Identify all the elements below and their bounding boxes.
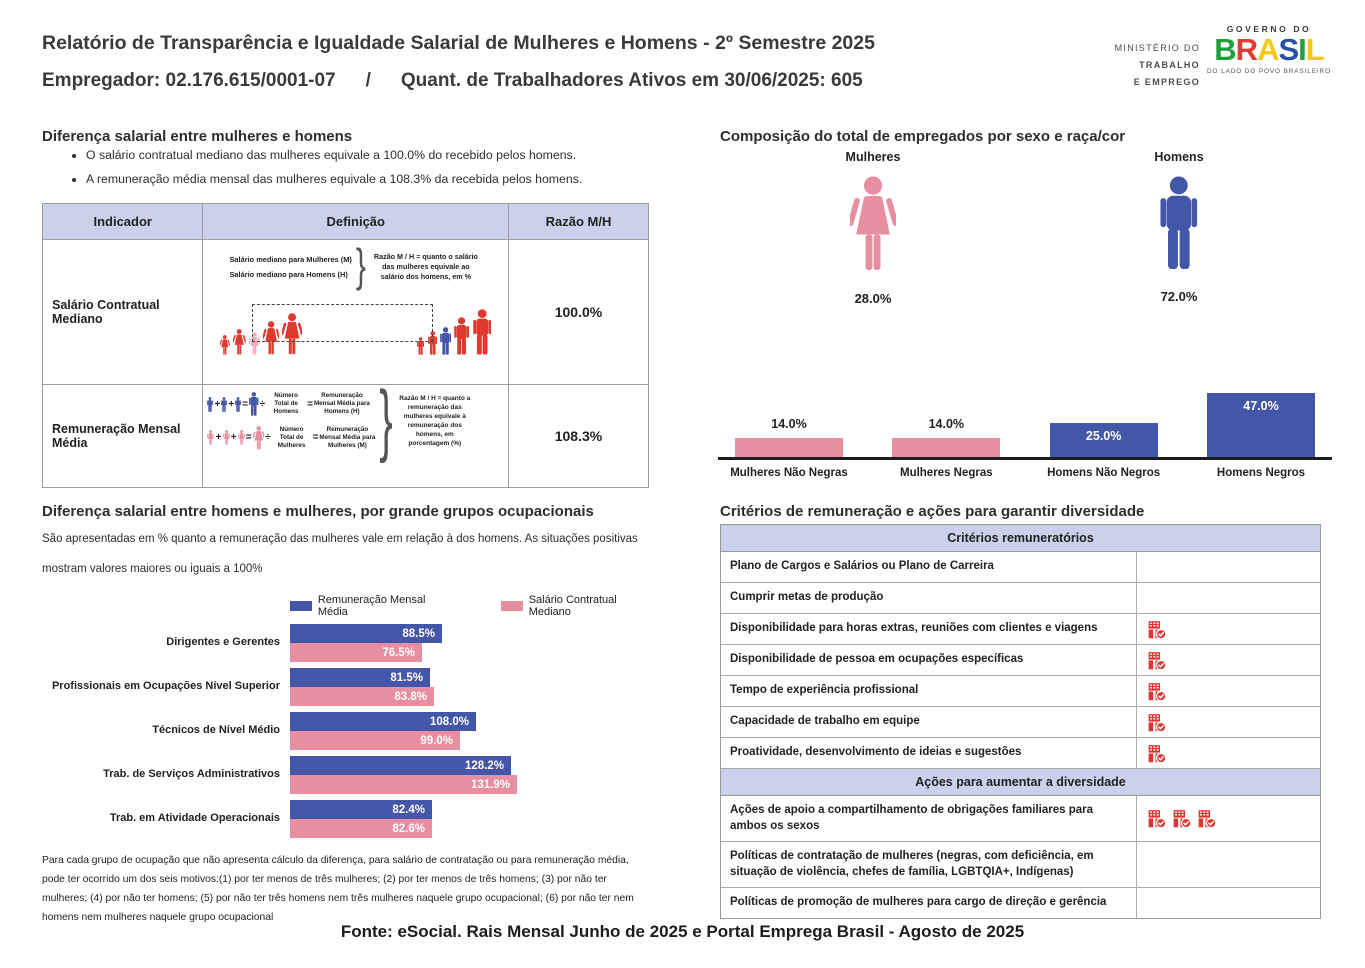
bar — [892, 438, 1000, 457]
criteria-section-header: Critérios remuneratórios — [721, 525, 1320, 552]
mean-formula — [206, 376, 504, 465]
chart-row — [42, 712, 649, 750]
definition-diagram-median — [203, 240, 508, 385]
bar — [735, 438, 843, 457]
bar-column — [1045, 423, 1163, 457]
formula-row-men — [207, 392, 375, 417]
active-workers-count: Quant. de Trabalhadores Ativos em 30/06/2025: 605 — [400, 70, 863, 91]
men-share-value: 72.0% — [1160, 289, 1198, 304]
criteria-company-icons — [1137, 796, 1320, 841]
total-count-label: Número Total de Homens — [273, 392, 299, 416]
brasil-logo — [1206, 34, 1332, 66]
mean-pay-label: Remuneração Mensal Média para Mulheres (M) — [319, 425, 376, 449]
chart-row — [42, 624, 649, 662]
divide-sign: ÷ — [259, 398, 266, 410]
column-header-indicador: Indicador — [43, 204, 203, 240]
bar — [290, 668, 430, 687]
bar-value-label: 47.0% — [1243, 399, 1279, 413]
criteria-company-icons — [1137, 888, 1320, 918]
ratio-value: 100.0% — [508, 240, 648, 385]
median-formula — [206, 240, 504, 292]
source-footer: Fonte: eSocial. Rais Mensal Junho de 2025 e Portal Emprega Brasil - Agosto de 2025 — [340, 922, 1025, 941]
chart-row — [42, 668, 649, 706]
bar-column — [887, 417, 1005, 457]
employer-id: Empregador: 02.176.615/0001-07 — [42, 70, 336, 91]
plus-sign: + — [215, 432, 222, 444]
male-figure-icon — [473, 309, 491, 355]
criteria-company-icons — [1137, 676, 1320, 706]
bar-value-label: 82.6% — [392, 822, 425, 835]
bar-value-label: 25.0% — [1085, 429, 1122, 443]
bar — [290, 756, 511, 775]
criteria-label: Capacidade de trabalho em equipe — [721, 707, 1137, 737]
bar-category-label: Trab. em Atividade Operacionais — [109, 812, 280, 825]
male-figure-icon — [207, 397, 213, 412]
salary-gap-bullets — [68, 148, 666, 196]
bar-group — [290, 800, 432, 838]
bar-category-label: Trab. de Serviços Administrativos — [103, 768, 280, 781]
brasil-logo-letter: L — [1305, 32, 1324, 67]
legend-item — [501, 594, 650, 618]
bar-group — [290, 756, 517, 794]
formula-row-women — [207, 426, 375, 451]
bar — [290, 775, 517, 794]
company-check-icon — [1196, 808, 1217, 829]
criteria-company-icons — [1137, 645, 1320, 675]
column-header-definicao: Definição — [203, 204, 508, 240]
plus-sign: + — [228, 398, 235, 410]
bar — [290, 731, 460, 750]
bar-category-label: Mulheres Não Negras — [730, 467, 848, 479]
women-share — [720, 150, 1026, 306]
total-count-label: Número Total de Mulheres — [277, 425, 306, 449]
criteria-company-icons — [1137, 738, 1320, 768]
male-figure-icon — [1160, 176, 1198, 270]
brasil-logo-letter: A — [1257, 32, 1279, 67]
criteria-row — [721, 796, 1320, 842]
brace-glyph: } — [379, 376, 393, 465]
table-row — [43, 385, 649, 488]
indicator-name: Salário Contratual Mediano — [43, 240, 203, 385]
ministry-line: E EMPREGO — [1133, 77, 1200, 88]
criteria-section-header: Ações para aumentar a diversidade — [721, 769, 1320, 796]
bar-value-label: 81.5% — [390, 671, 423, 684]
criteria-label: Proatividade, desenvolvimento de ideias e sugestões — [721, 738, 1137, 768]
median-dashed-line — [252, 304, 432, 342]
criteria-title: Critérios de remuneração e ações para garantir diversidade — [720, 503, 1145, 520]
table-row — [43, 240, 649, 385]
equals-sign: = — [307, 398, 313, 410]
bar-category-label: Profissionais em Ocupações Nível Superior — [51, 680, 280, 693]
plus-sign: + — [230, 432, 237, 444]
criteria-label: Políticas de promoção de mulheres para cargo de direção e gerência — [721, 888, 1137, 918]
subtitle-separator: / — [365, 70, 371, 91]
bar — [290, 712, 476, 731]
government-logo — [1206, 24, 1332, 75]
ministry-line: TRABALHO — [1139, 60, 1200, 71]
company-check-icon — [1146, 650, 1167, 671]
legend-swatch — [290, 601, 312, 611]
criteria-row — [721, 583, 1320, 614]
bar-column — [1202, 393, 1320, 457]
criteria-company-icons — [1137, 842, 1320, 887]
company-check-icon — [1146, 712, 1167, 733]
equals-sign: = — [312, 432, 319, 444]
bar-category-label: Homens Negros — [1216, 467, 1306, 479]
bullet-item: • O salário contratual mediano das mulheres equivale a 100.0% do recebido pelos homens. — [86, 148, 666, 162]
criteria-label: Disponibilidade de pessoa em ocupações específicas — [721, 645, 1137, 675]
bar — [290, 687, 434, 706]
criteria-label: Tempo de experiência profissional — [721, 676, 1137, 706]
criteria-company-icons — [1137, 614, 1320, 644]
indicator-table — [42, 203, 649, 488]
bar — [290, 624, 442, 643]
median-ratio-note: Razão M / H = quanto o salário das mulheres equivale ao salário dos homens, em % — [373, 252, 478, 281]
legend-item — [290, 594, 446, 618]
median-women-label: Salário mediano para Mulheres (M) — [229, 255, 352, 264]
bar-value-label: 76.5% — [382, 646, 415, 659]
bar-group — [290, 624, 442, 662]
male-figure-icon — [454, 317, 469, 355]
criteria-label: Ações de apoio a compartilhamento de obrigações familiares para ambos os sexos — [721, 796, 1137, 841]
bar-category-label: Mulheres Negras — [899, 467, 993, 479]
male-figure-icon — [249, 392, 259, 416]
chart-row — [42, 756, 649, 794]
female-figure-icon — [220, 335, 230, 355]
bar-value-label: 108.0% — [429, 715, 469, 728]
occupational-title: Diferença salarial entre homens e mulheres, por grande grupos ocupacionais — [42, 503, 594, 520]
bar-value-label: 128.2% — [464, 759, 504, 772]
men-share-label: Homens — [1154, 150, 1204, 164]
bar-value-label: 83.8% — [394, 690, 427, 703]
bar-column — [730, 417, 848, 457]
women-share-value: 28.0% — [854, 291, 892, 306]
female-figure-icon — [233, 329, 245, 355]
legend-label: Remuneração Mensal Média — [317, 594, 426, 618]
company-check-icon — [1171, 808, 1192, 829]
male-figure-icon — [1160, 176, 1198, 275]
bar-value-label: 14.0% — [928, 417, 965, 431]
bar — [290, 800, 432, 819]
female-figure-icon — [253, 426, 265, 450]
male-figure-icon — [235, 397, 241, 412]
company-check-icon — [1146, 681, 1167, 702]
company-check-icon — [1146, 743, 1167, 764]
definition-diagram-mean — [203, 376, 508, 488]
occupational-subtitle: São apresentadas em % quanto a remuneração das mulheres vale em relação à dos homens. As situações positivas mostram valores maiores ou iguais a 100% — [42, 533, 638, 575]
composition-bar-chart — [718, 356, 1332, 460]
occupational-bar-chart — [42, 624, 649, 844]
criteria-company-icons — [1137, 552, 1320, 582]
median-men-label: Salário mediano para Homens (H) — [229, 270, 348, 279]
criteria-company-icons — [1137, 707, 1320, 737]
ministry-line: MINISTÉRIO DO — [1114, 43, 1200, 53]
bar — [290, 819, 432, 838]
chart-legend — [290, 594, 650, 618]
bar-value-label: 82.4% — [392, 803, 425, 816]
male-figure-icon — [440, 327, 451, 355]
criteria-row — [721, 645, 1320, 676]
company-check-icon — [1146, 619, 1167, 640]
equals-sign: = — [245, 432, 252, 444]
criteria-row — [721, 614, 1320, 645]
criteria-row — [721, 707, 1320, 738]
men-share — [1026, 150, 1332, 306]
bar-value-label: 14.0% — [771, 417, 807, 431]
composition-category-labels — [718, 467, 1332, 479]
criteria-table — [720, 524, 1321, 919]
people-pictogram — [206, 291, 504, 355]
composition-title: Composição do total de empregados por sexo e raça/cor — [720, 128, 1126, 145]
brasil-logo-letter: I — [1298, 32, 1306, 67]
bar-category-label: Técnicos de Nível Médio — [152, 724, 280, 737]
column-header-razao: Razão M/H — [508, 204, 648, 240]
indicator-table-header-row — [43, 204, 649, 240]
bar — [1050, 423, 1158, 457]
chart-row — [42, 800, 649, 838]
page-subtitle — [42, 70, 863, 92]
criteria-row — [721, 888, 1320, 918]
equals-sign: = — [242, 398, 248, 410]
brasil-logo-letter: R — [1235, 32, 1258, 67]
gov-logo-tagline: DO LADO DO POVO BRASILEIRO — [1207, 67, 1331, 75]
bar — [1207, 393, 1315, 457]
female-figure-icon — [207, 430, 214, 445]
criteria-company-icons — [1137, 583, 1320, 613]
brasil-logo-letter: S — [1278, 32, 1299, 67]
gov-logo-top-text: GOVERNO DO — [1226, 24, 1312, 34]
criteria-row — [721, 738, 1320, 769]
female-figure-icon — [850, 176, 896, 272]
criteria-label: Cumprir metas de produção — [721, 583, 1137, 613]
ratio-value: 108.3% — [508, 385, 648, 488]
composition-pictograms — [720, 150, 1332, 306]
company-check-icon — [1146, 808, 1167, 829]
female-figure-icon — [238, 430, 245, 445]
female-figure-icon — [223, 430, 230, 445]
brace-glyph: } — [355, 240, 366, 292]
male-figure-icon — [221, 397, 227, 412]
women-share-label: Mulheres — [845, 150, 901, 164]
criteria-row — [721, 552, 1320, 583]
legend-swatch — [501, 601, 523, 611]
bullet-item: • A remuneração média mensal das mulheres equivale a 108.3% da recebida pelos homens. — [86, 172, 666, 186]
bar-value-label: 131.9% — [470, 778, 510, 791]
bar — [290, 643, 422, 662]
female-figure-icon — [850, 176, 896, 277]
bar-value-label: 99.0% — [420, 734, 453, 747]
ministry-logo — [1068, 40, 1200, 91]
plus-sign: + — [214, 398, 221, 410]
median-formula-lines — [230, 249, 352, 285]
mean-formula-rows — [207, 392, 375, 450]
page-title: Relatório de Transparência e Igualdade Salarial de Mulheres e Homens - 2º Semestre 2025 — [42, 32, 875, 54]
bar-group — [290, 712, 476, 750]
mean-ratio-note: Razão M / H = quanto a remuneração das mulheres equivale à remuneração dos homens, em porcentagem (%) — [399, 394, 471, 448]
divide-sign: ÷ — [265, 432, 271, 444]
criteria-label: Plano de Cargos e Salários ou Plano de Carreira — [721, 552, 1137, 582]
indicator-name: Remuneração Mensal Média — [43, 385, 203, 488]
criteria-label: Disponibilidade para horas extras, reuniões com clientes e viagens — [721, 614, 1137, 644]
criteria-label: Políticas de contratação de mulheres (negras, com deficiência, em situação de violência, chefes de família, LGBTQIA+, Indígenas) — [721, 842, 1137, 887]
legend-label: Salário Contratual Mediano — [528, 594, 617, 618]
bar-value-label: 88.5% — [402, 627, 435, 640]
salary-gap-title: Diferença salarial entre mulheres e homens — [42, 128, 353, 145]
criteria-row — [721, 842, 1320, 888]
occupational-footnote: Para cada grupo de ocupação que não apresenta cálculo da diferença, para salário de contratação ou para remuneração média, pode ter ocorrido um dos seis motivos:(1) por ter menos de três mulheres; (2) por ter menos de três homens; (3) por não ter mulheres; (4) por não ter homens; (5) por não ter três homens nem três mulheres naquele grupo ocupacional; (6) por não ter nem homens nem mulheres naquele grupo ocupacional — [42, 855, 634, 924]
criteria-row — [721, 676, 1320, 707]
bar-category-label: Homens Não Negros — [1047, 467, 1161, 479]
bar-category-label: Dirigentes e Gerentes — [166, 636, 280, 649]
brasil-logo-letter: B — [1214, 32, 1236, 67]
bar-group — [290, 668, 434, 706]
mean-pay-label: Remuneração Mensal Média para Homens (H) — [313, 392, 370, 416]
